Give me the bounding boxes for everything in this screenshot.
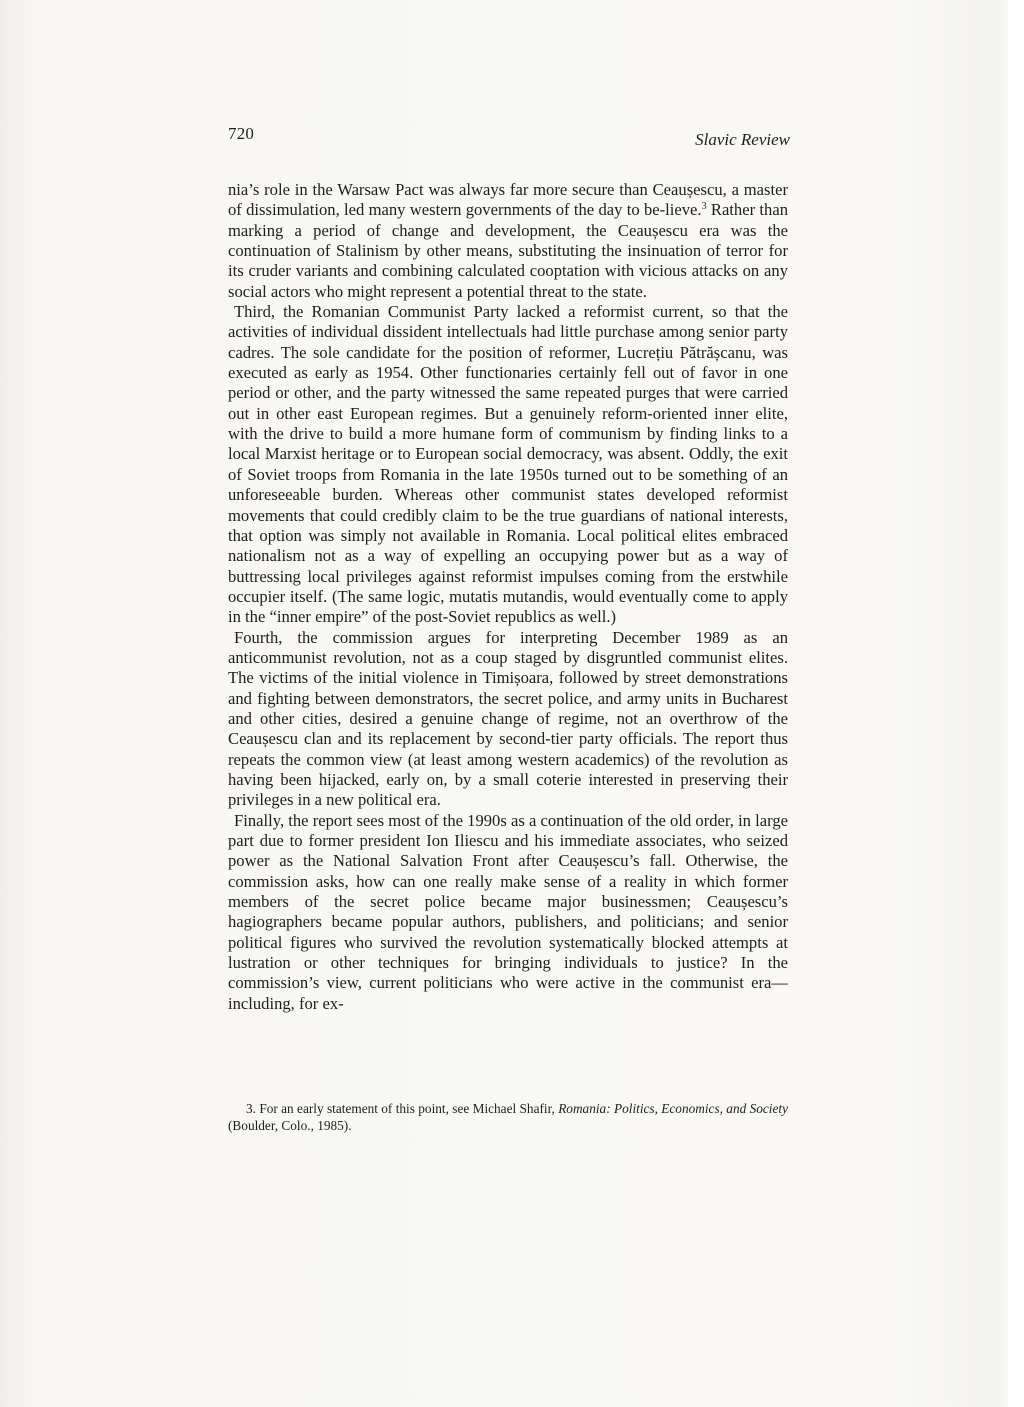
- paragraph-2: Third, the Romanian Communist Party lacked a reformist current, so that the activities of individual dissident intellectuals had little purchase among senior party cadres. The sole candidate for the position of reformer, Lucrețiu Pătrășcanu, was executed as early as 1954. Other functionaries certainly fell out of favor in one period or other, and the party witnessed the same repeated purges that were carried out in other east European regimes. But a genuinely reform-oriented inner elite, with the drive to build a more humane form of communism by finding links to a local Marxist heritage or to European social democracy, was absent. Oddly, the exit of Soviet troops from Romania in the late 1950s turned out to be something of an unforeseeable burden. Whereas other communist states developed reformist movements that could credibly claim to be the true guardians of national interests, that option was simply not available in Romania. Local political elites embraced nationalism not as a way of expelling an occupying power but as a way of buttressing local privileges against reformist impulses coming from the erstwhile occupier itself. (The same logic, mutatis mutandis, would eventually come to apply in the “inner empire” of the post-Soviet republics as well.): [228, 302, 788, 627]
- footnote-reference-3[interactable]: 3: [701, 201, 707, 213]
- article-body: [228, 180, 788, 1014]
- paragraph-1-text-a: nia’s role in the Warsaw Pact was always far more secure than Ceaușescu, a master of dissimulation, led many western governments of the day to be-lieve.: [228, 180, 788, 220]
- journal-title: Slavic Review: [695, 130, 790, 149]
- footnote-book-title: Romania: Politics, Economics, and Society: [558, 1101, 788, 1116]
- paragraph-4: Finally, the report sees most of the 1990s as a continuation of the old order, in large part due to former president Ion Iliescu and his immediate associates, who seized power as the National Salvation Front after Ceaușescu’s fall. Otherwise, the commission asks, how can one really make sense of a reality in which former members of the secret police became major businessmen; Ceaușescu’s hagiographers became popular authors, publishers, and politicians; and senior political figures who survived the revolution systematically blocked attempts at lustration or other techniques for bringing individuals to justice? In the commission’s view, current politicians who were active in the communist era—including, for ex-: [228, 810, 788, 1013]
- footnote-lead: 3. For an early statement of this point, see Michael Shafir,: [246, 1101, 559, 1116]
- paragraph-3: Fourth, the commission argues for interpreting December 1989 as an anticommunist revolution, not as a coup staged by disgruntled communist elites. The victims of the initial violence in Timișoara, followed by street demonstrations and fighting between demonstrators, the secret police, and army units in Bucharest and other cities, desired a genuine change of regime, not an overthrow of the Ceaușescu clan and its replacement by second-tier party officials. The report thus repeats the common view (at least among western academics) of the revolution as having been hijacked, early on, by a small coterie interested in preserving their privileges in a new political era.: [228, 627, 788, 810]
- page-edge: [1008, 0, 1024, 1407]
- footnote-3: [228, 1100, 788, 1134]
- page-number: 720: [228, 124, 255, 143]
- footnote-publication: (Boulder, Colo., 1985).: [228, 1118, 352, 1133]
- paragraph-1: [228, 180, 788, 302]
- running-header: [228, 124, 790, 148]
- paragraph-1-text-b: Rather than marking a period of change and development, the Ceaușescu era was the continuation of Stalinism by other means, substituting the insinuation of terror for its cruder variants and combining calculated cooptation with vicious attacks on any social actors who might represent a potential threat to the state.: [228, 200, 788, 301]
